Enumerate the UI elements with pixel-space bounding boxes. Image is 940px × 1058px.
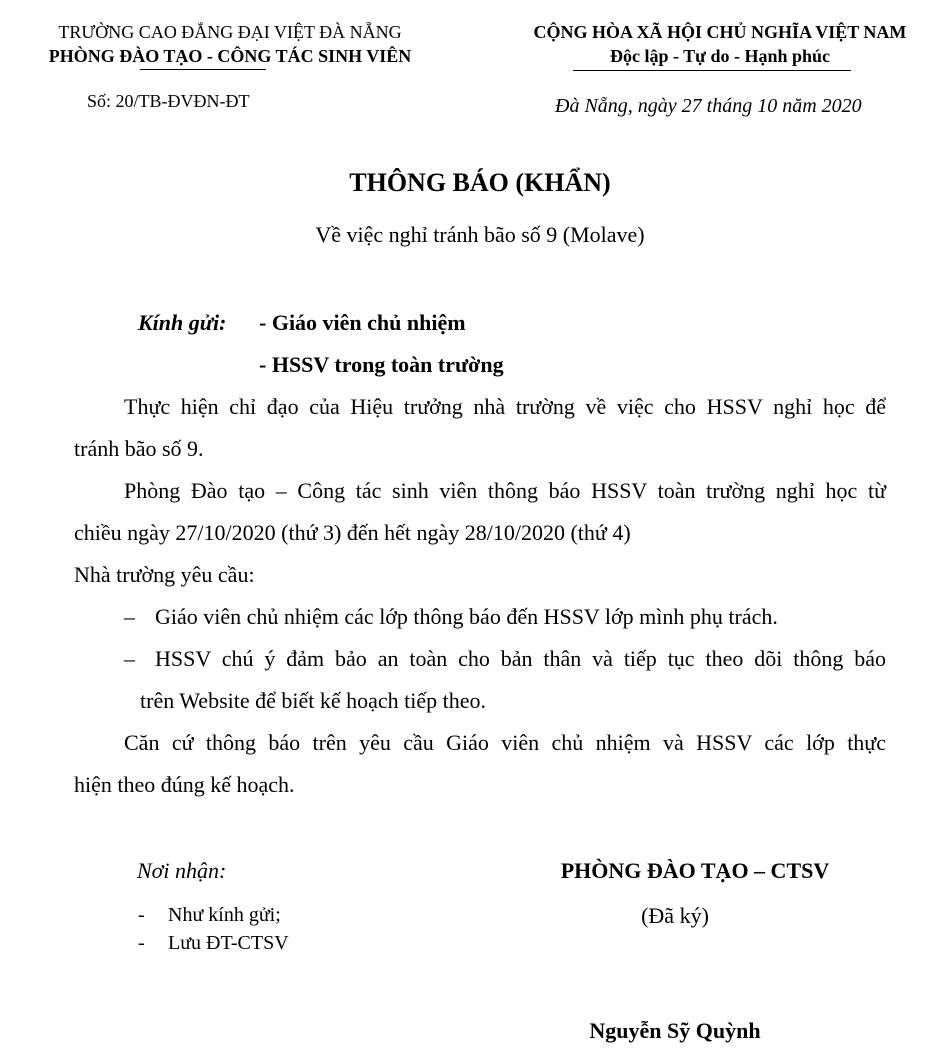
document-title: THÔNG BÁO (KHẨN): [349, 168, 611, 197]
paragraph-line: tránh bão số 9.: [74, 436, 204, 461]
bullet-dash: –: [124, 646, 135, 671]
signer-name: Nguyễn Sỹ Quỳnh: [589, 1018, 761, 1043]
footer-recipient-item: Lưu ĐT-CTSV: [168, 932, 289, 954]
document-number: Số: 20/TB-ĐVĐN-ĐT: [87, 91, 250, 111]
paragraph-line: chiều ngày 27/10/2020 (thứ 3) đến hết ngày 28/10/2020 (thứ 4): [74, 520, 631, 545]
paragraph-line: Nhà trường yêu cầu:: [74, 562, 255, 587]
bullet-item: Giáo viên chủ nhiệm các lớp thông báo đến HSSV lớp mình phụ trách.: [155, 604, 778, 629]
header-left: [10, 20, 450, 68]
recipient-item: - Giáo viên chủ nhiệm: [259, 310, 466, 335]
motto: Độc lập - Tự do - Hạnh phúc: [609, 46, 831, 66]
paragraph-line: hiện theo đúng kế hoạch.: [74, 772, 295, 797]
recipient-item: - HSSV trong toàn trường: [259, 352, 504, 377]
paragraph-line: Phòng Đào tạo – Công tác sinh viên thông báo HSSV toàn trường nghỉ học từ: [124, 478, 886, 503]
bullet-item-continued: trên Website để biết kế hoạch tiếp theo.: [140, 688, 487, 713]
signing-office: PHÒNG ĐÀO TẠO – CTSV: [560, 858, 830, 883]
school-name: TRƯỜNG CAO ĐẲNG ĐẠI VIỆT ĐÀ NẴNG: [58, 22, 402, 42]
place-date: Đà Nẵng, ngày 27 tháng 10 năm 2020: [555, 95, 862, 117]
bullet-dash: –: [124, 604, 135, 629]
header-right: [495, 20, 940, 68]
signed-note: (Đã ký): [641, 903, 709, 928]
footer-recipient-item: Như kính gửi;: [168, 904, 281, 926]
paragraph-line: Thực hiện chỉ đạo của Hiệu trưởng nhà trường về việc cho HSSV nghỉ học để: [124, 394, 886, 419]
paragraph-line: Căn cứ thông báo trên yêu cầu Giáo viên chủ nhiệm và HSSV các lớp thực: [124, 730, 886, 755]
bullet-item: HSSV chú ý đảm bảo an toàn cho bản thân và tiếp tục theo dõi thông báo: [155, 646, 886, 671]
footer-recipients-label: Nơi nhận:: [137, 858, 227, 883]
department-name: PHÒNG ĐÀO TẠO - CÔNG TÁC SINH VIÊN: [48, 46, 412, 66]
department-underline: [140, 69, 266, 70]
document-subtitle: Về việc nghỉ tránh bão số 9 (Molave): [315, 222, 645, 247]
footer-recipient-dash: -: [138, 932, 145, 954]
country-name: CỘNG HÒA XÃ HỘI CHỦ NGHĨA VIỆT NAM: [533, 22, 907, 42]
motto-underline: [573, 70, 851, 71]
recipients-label: Kính gửi:: [138, 310, 227, 335]
footer-recipient-dash: -: [138, 904, 145, 926]
